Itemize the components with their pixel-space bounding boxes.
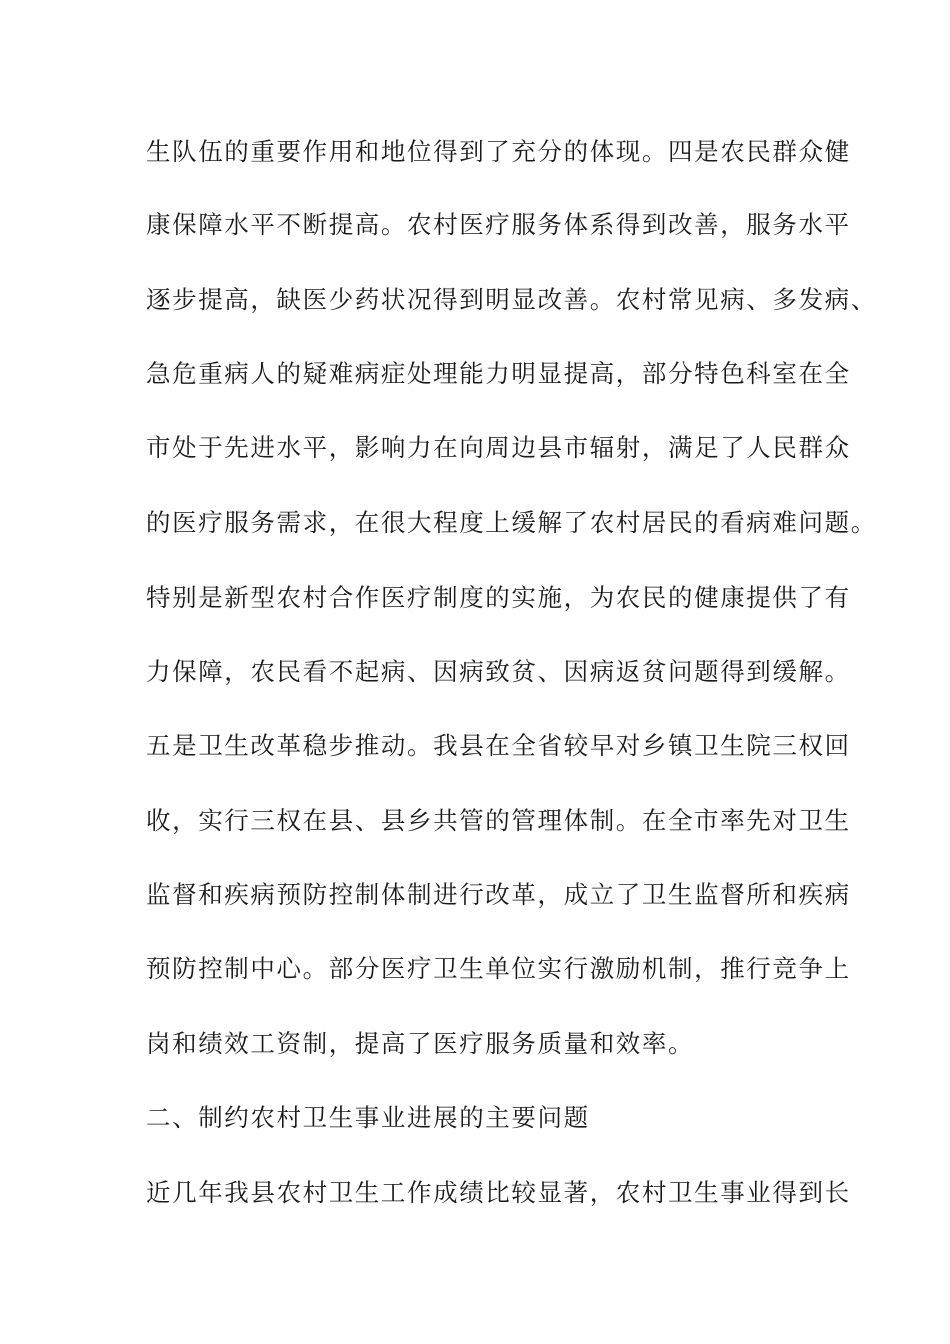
text-line: 特别是新型农村合作医疗制度的实施，为农民的健康提供了有 <box>146 583 851 612</box>
text-line: 预防控制中心。部分医疗卫生单位实行激励机制，推行竞争上 <box>146 954 851 983</box>
section-heading: 二、制约农村卫生事业进展的主要问题 <box>146 1103 590 1132</box>
text-line: 急危重病人的疑难病症处理能力明显提高，部分特色科室在全 <box>146 359 851 388</box>
text-line: 五是卫生改革稳步推动。我县在全省较早对乡镇卫生院三权回 <box>146 731 851 760</box>
text-line: 市处于先进水平，影响力在向周边县市辐射，满足了人民群众 <box>146 433 851 462</box>
text-line: 收，实行三权在县、县乡共管的管理体制。在全市率先对卫生 <box>146 806 851 835</box>
text-line: 的医疗服务需求，在很大程度上缓解了农村居民的看病难问题。 <box>146 508 877 537</box>
text-line: 力保障，农民看不起病、因病致贫、因病返贫问题得到缓解。 <box>146 657 851 686</box>
text-line: 近几年我县农村卫生工作成绩比较显著，农村卫生事业得到长 <box>146 1178 851 1207</box>
text-line: 监督和疾病预防控制体制进行改革，成立了卫生监督所和疾病 <box>146 880 851 909</box>
text-line: 康保障水平不断提高。农村医疗服务体系得到改善，服务水平 <box>146 210 851 239</box>
text-line: 生队伍的重要作用和地位得到了充分的体现。四是农民群众健 <box>146 137 851 166</box>
text-line: 岗和绩效工资制，提高了医疗服务质量和效率。 <box>146 1029 695 1058</box>
text-line: 逐步提高，缺医少药状况得到明显改善。农村常见病、多发病、 <box>146 285 877 314</box>
